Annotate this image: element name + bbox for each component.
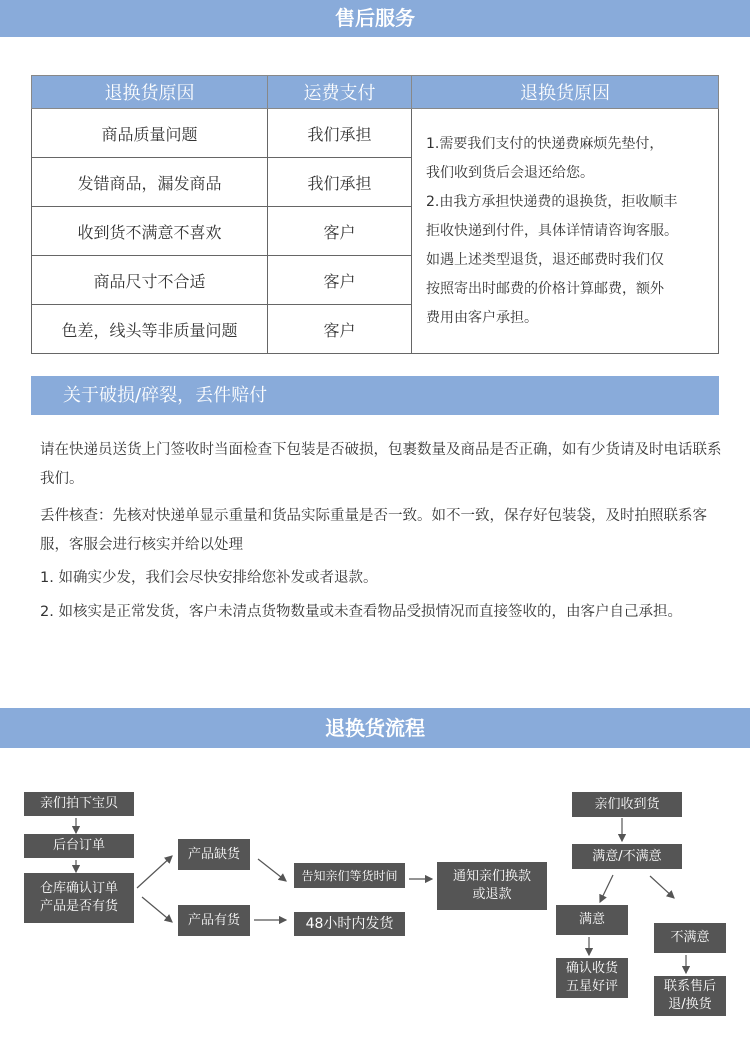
payer-cell: 客户 — [268, 256, 412, 305]
damage-paragraph: 请在快递员送货上门签收时当面检查下包装是否破损，包裹数量及商品是否正确，如有少货请及时电话联系我们。 — [40, 442, 722, 487]
step-notify-wait: 告知亲们等货时间 — [294, 863, 405, 888]
label: 或退款 — [472, 887, 512, 902]
reason-cell: 商品质量问题 — [32, 109, 268, 158]
reason-cell: 收到货不满意不喜欢 — [32, 207, 268, 256]
step-warehouse-check — [24, 873, 134, 923]
step-satisfied: 满意 — [556, 905, 628, 935]
step-out-of-stock: 产品缺货 — [178, 839, 250, 870]
note-line: 如遇上述类型退货，退还邮费时我们仅 — [426, 251, 664, 268]
col-header-notes: 退换货原因 — [412, 76, 719, 109]
label: 五星好评 — [565, 979, 618, 994]
rule-2: 2. 如核实是正常发货，客户未清点货物数量或未查看物品受损情况而直接签收的，由客户自己承担。 — [40, 604, 682, 620]
lost-check-paragraph: 丢件核查：先核对快递单显示重量和货品实际重量是否一致。如不一致，保存好包装袋，及时拍照联系客服，客服会进行核实并给以处理 — [40, 508, 707, 553]
note-line: 按照寄出时邮费的价格计算邮费，额外 — [426, 280, 664, 297]
step-confirm-review — [556, 958, 628, 998]
reason-cell: 商品尺寸不合适 — [32, 256, 268, 305]
note-line: 2.由我方承担快递费的退换货，拒收顺丰 — [426, 193, 678, 210]
payer-cell: 我们承担 — [268, 109, 412, 158]
step-received: 亲们收到货 — [572, 792, 682, 817]
payer-cell: 我们承担 — [268, 158, 412, 207]
note-line: 费用由客户承担。 — [426, 309, 538, 326]
label: 产品是否有货 — [39, 899, 118, 914]
step-in-stock: 产品有货 — [178, 905, 250, 936]
process-header: 退换货流程 — [0, 708, 750, 748]
reason-cell: 色差，线头等非质量问题 — [32, 305, 268, 354]
step-backend-order: 后台订单 — [24, 834, 134, 858]
note-line: 1.需要我们支付的快递费麻烦先垫付， — [426, 135, 664, 152]
label: 仓库确认订单 — [39, 881, 118, 896]
payer-cell: 客户 — [268, 207, 412, 256]
step-unsatisfied: 不满意 — [654, 923, 726, 953]
label: 退/换货 — [668, 997, 712, 1012]
payer-cell: 客户 — [268, 305, 412, 354]
step-order-placed: 亲们拍下宝贝 — [24, 792, 134, 816]
damage-section-title: 关于破损/碎裂，丢件赔付 — [31, 376, 719, 415]
step-ship-48h: 48小时内发货 — [294, 912, 405, 936]
note-line: 我们收到货后会退还给您。 — [426, 164, 594, 181]
after-sales-header: 售后服务 — [0, 0, 750, 37]
label: 确认收货 — [565, 961, 618, 976]
col-header-shipping: 运费支付 — [268, 76, 412, 109]
note-line: 拒收快递到付件，具体详情请咨询客服。 — [426, 222, 678, 239]
step-contact-support — [654, 976, 726, 1016]
rule-1: 1. 如确实少发，我们会尽快安排给您补发或者退款。 — [40, 570, 378, 586]
label: 联系售后 — [663, 979, 716, 994]
label: 通知亲们换款 — [452, 869, 531, 884]
col-header-reason: 退换货原因 — [32, 76, 268, 109]
reason-cell: 发错商品，漏发商品 — [32, 158, 268, 207]
step-exchange-refund — [437, 862, 547, 910]
step-satisfied-or-not: 满意/不满意 — [572, 844, 682, 869]
